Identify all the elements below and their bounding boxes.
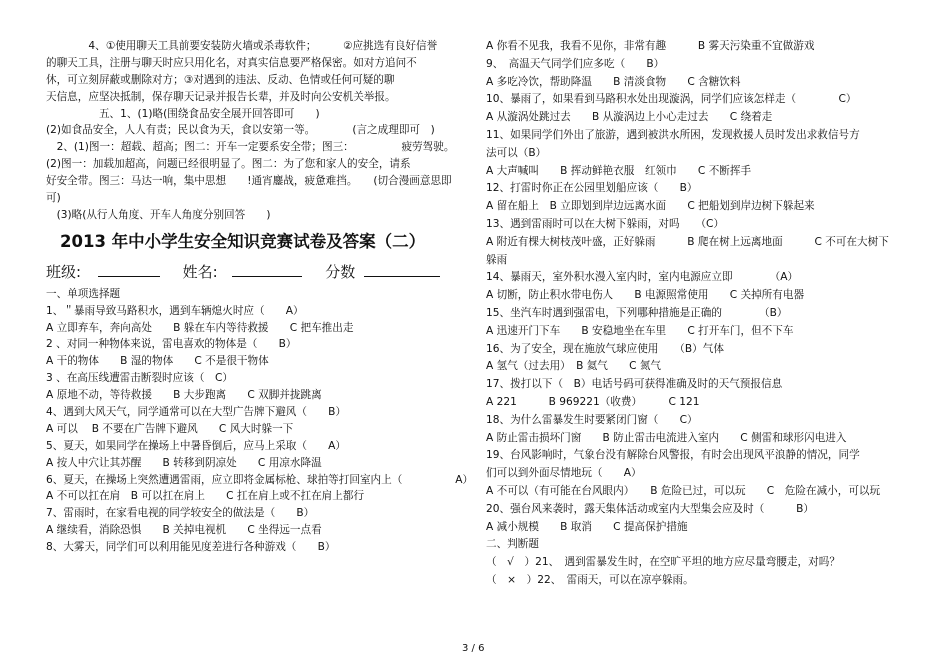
text-line: 14、暴雨天，室外积水漫入室内时，室内电源应立即 （A） — [486, 271, 799, 284]
text-line: 2、(1)图一：超载、超高；图二：开车一定要系安全带；图三： 疲劳驾驶。 — [46, 141, 455, 154]
text-line: 12、打雷时你正在公园里划船应该（ B） — [486, 182, 698, 195]
text-line: 11、如果同学们外出了旅游，遇到被洪水所困，发现救援人员时发出求救信号方 — [486, 128, 860, 141]
left-column — [46, 38, 474, 556]
text-line: (2)如食品安全，人人有责；民以食为天，食以安第一等。 (言之成理即可 ) — [46, 124, 435, 137]
text-line: 5、夏天，如果同学在操场上中暑昏倒后，应马上采取（ A） — [46, 439, 347, 452]
text-line: 法可以（B） — [486, 146, 547, 159]
score-label: 分数 — [325, 262, 356, 281]
text-line: (2)图一：加载加超高，问题已经很明显了。图二：为了您和家人的安全，请系 — [46, 158, 411, 171]
text-line: 8、大雾天，同学们可以利用能见度差进行各种游戏（ B） — [46, 541, 336, 554]
class-label: 班级: — [46, 262, 82, 281]
text-line: A 221 B 969221（收费） C 121 — [486, 395, 700, 408]
text-line: 20、强台风来袭时，露天集体活动或室内大型集会应及时（ B） — [486, 502, 814, 515]
text-line: 五、1、(1)略(围绕食品安全展开回答即可 ) — [46, 107, 320, 120]
text-line: 4、①使用聊天工具前要安装防火墙或杀毒软件； ②应挑选有良好信誉 — [46, 40, 438, 52]
student-info-fields — [46, 258, 474, 286]
text-line: A 不可以扛在肩 B 可以扛在肩上 C 扛在肩上或不扛在肩上都行 — [46, 490, 365, 503]
text-line: 天信息，应坚决抵制，保存聊天记录并报告长辈，并及时向公安机关举报。 — [46, 90, 396, 103]
name-blank — [232, 262, 302, 277]
text-line: A 干的物体 B 湿的物体 C 不是很干物体 — [46, 355, 269, 368]
question-section-left — [46, 286, 474, 556]
text-line: A 多吃冷饮，帮助降温 B 清淡食物 C 含糖饮料 — [486, 75, 741, 88]
text-line: A 氢气（过去用） B 氦气 C 氮气 — [486, 360, 662, 373]
text-line: A 留在船上 B 立即划到岸边远离水面 C 把船划到岸边树下躲起来 — [486, 200, 815, 213]
answer-section — [46, 38, 474, 224]
text-line: 躲雨 — [486, 253, 508, 266]
text-line: 19、台风影响时，气象台没有解除台风警报，有时会出现风平浪静的情况，同学 — [486, 449, 860, 462]
text-line: A 大声喊叫 B 挥动鲜艳衣服 红领巾 C 不断挥手 — [486, 164, 752, 177]
text-line: A 你看不见我，我看不见你，非常有趣 B 雾天污染重不宜做游戏 — [486, 40, 815, 52]
text-line: 9、 高温天气同学们应多吃（ B） — [486, 57, 665, 70]
text-line: 二、判断题 — [486, 538, 539, 551]
score-blank — [364, 262, 440, 277]
name-label: 姓名: — [182, 262, 218, 281]
text-line: A 原地不动，等待救援 B 大步跑离 C 双脚并拢跳离 — [46, 389, 322, 402]
text-line: 2 、对同一种物体来说，雷电喜欢的物体是（ B） — [46, 338, 297, 351]
text-line: 的聊天工具，注册与聊天时应只用化名，对真实信息要严格保密。如对方追问不 — [46, 56, 417, 69]
text-line: A 防止雷击损坏门窗 B 防止雷击电流进入室内 C 侧雷和球形闪电进入 — [486, 431, 847, 444]
text-line: 15、坐汽车时遇到强雷电，下列哪种措施是正确的 （B） — [486, 306, 788, 319]
text-line: 6、夏天，在操场上突然遭遇雷雨，应立即将金属标枪、球拍等打回室内上（ A） — [46, 473, 474, 486]
text-line: A 减小规模 B 取消 C 提高保护措施 — [486, 520, 688, 533]
exam-title: 2013 年中小学生安全知识竞赛试卷及答案（二） — [60, 231, 426, 251]
text-line: (3)略(从行人角度、开车人角度分别回答 ) — [46, 208, 271, 221]
text-line: A 切断，防止积水带电伤人 B 电源照常使用 C 关掉所有电器 — [486, 289, 805, 302]
text-line: A 不可以（有可能在台风眼内） B 危险已过，可以玩 C 危险在减小，可以玩 — [486, 484, 881, 497]
text-line: 3 、在高压线遭雷击断裂时应该（ C） — [46, 372, 234, 385]
text-line: A 迅速开门下车 B 安稳地坐在车里 C 打开车门，但不下车 — [486, 324, 794, 337]
text-line: A 可以 B 不要在广告牌下避风 C 风大时躲一下 — [46, 422, 294, 435]
right-column — [486, 38, 904, 590]
text-line: 7、雷雨时，在家看电视的同学较安全的做法是（ B） — [46, 507, 315, 520]
text-line: 们可以到外面尽情地玩（ A） — [486, 467, 642, 480]
text-line: A 按人中穴让其苏醒 B 转移到阴凉处 C 用凉水降温 — [46, 456, 322, 469]
text-line: 13、遇到雷雨时可以在大树下躲雨，对吗 （C） — [486, 217, 725, 230]
text-line: A 从漩涡处跳过去 B 从漩涡边上小心走过去 C 绕着走 — [486, 111, 773, 124]
class-blank — [98, 262, 160, 277]
question-section-right — [486, 38, 904, 590]
text-line: 休，可立刻屏蔽或删除对方；③对遇到的违法、反动、色情或任何可疑的聊 — [46, 73, 395, 86]
text-line: 一、单项选择题 — [46, 287, 121, 300]
text-line: （ × ）22、 雷雨天，可以在凉亭躲雨。 — [486, 573, 694, 586]
text-line: 17、拨打以下（ B）电话号码可获得准确及时的天气预报信息 — [486, 378, 783, 391]
text-line: A 立即弃车，奔向高处 B 躲在车内等待救援 C 把车推出走 — [46, 321, 354, 334]
page-number: 3 / 6 — [462, 643, 485, 654]
text-line: 可) — [46, 192, 61, 205]
text-line: 18、为什么雷暴发生时要紧闭门窗（ C） — [486, 413, 698, 426]
text-line: 4、遇到大风天气，同学通常可以在大型广告牌下避风（ B） — [46, 406, 347, 419]
text-line: 好安全带。图三：马达一响，集中思想 !通宵鏖战，疲惫难挡。 (切合漫画意思即 — [46, 175, 452, 188]
text-line: A 继续看，消除恐惧 B 关掉电视机 C 坐得远一点看 — [46, 524, 322, 537]
text-line: 10、暴雨了，如果看到马路积水处出现漩涡，同学们应该怎样走（ C） — [486, 93, 857, 106]
text-line: （ √ ）21、 遇到雷暴发生时，在空旷平坦的地方应尽量弯腰走，对吗？ — [486, 556, 840, 569]
text-line: 16、为了安全，现在施放气球应使用 （B）气体 — [486, 342, 724, 355]
text-line: A 附近有棵大树枝茂叶盛，正好躲雨 B 爬在树上远离地面 C 不可在大树下 — [486, 235, 889, 248]
text-line: 1、＂暴雨导致马路积水，遇到车辆熄火时应（ A） — [46, 304, 304, 317]
